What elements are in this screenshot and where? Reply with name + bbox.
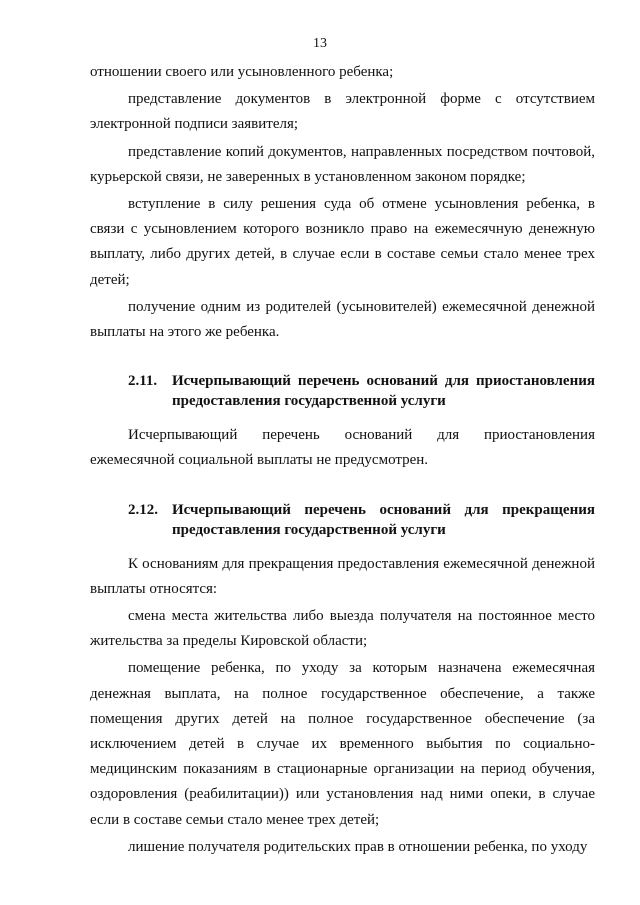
section-heading-2-11	[90, 371, 595, 411]
page-number: 13	[313, 36, 327, 51]
document-body	[90, 60, 595, 862]
section-number: 2.11.	[128, 373, 158, 390]
section-title-line: предоставления государственной услуги	[172, 393, 446, 410]
paragraph: представление документов в электронной форме с отсутствием электронной подписи заявителя;	[90, 91, 595, 133]
paragraph: отношении своего или усыновленного ребенка;	[90, 64, 394, 80]
paragraph: получение одним из родителей (усыновителей) ежемесячной денежной выплаты на этого же ребенка.	[90, 298, 595, 341]
section-title-line: Исчерпывающий перечень оснований для приостановления	[172, 373, 595, 390]
paragraph: смена места жительства либо выезда получателя на постоянное место жительства за пределы Кировской области;	[90, 608, 595, 650]
section-title-line: Исчерпывающий перечень оснований для прекращения	[172, 501, 595, 518]
paragraph: вступление в силу решения суда об отмене усыновления ребенка, в связи с усыновлением которого возникло право на ежемесячную денежную выплату, либо других детей, в случае если в составе семьи стало менее трех детей;	[90, 196, 595, 288]
section-heading-2-12	[90, 500, 595, 540]
section-title-line: предоставления государственной услуги	[172, 521, 446, 538]
paragraph: Исчерпывающий перечень оснований для приостановления ежемесячной социальной выплаты не предусмотрен.	[90, 427, 595, 469]
paragraph: лишение получателя родительских прав в отношении ребенка, по уходу	[128, 838, 588, 855]
paragraph: помещение ребенка, по уходу за которым назначена ежемесячная денежная выплата, на полное государственное обеспечение, а также помещения других детей на полное государственное обеспечение (за исключением детей в случае их временного выбытия по социально-медицинским показаниям в стационарные организации на период обучения, оздоровления (реабилитации)) или установления над ними опеки, в случае если в составе семьи стало менее трех детей;	[90, 660, 595, 828]
paragraph: К основаниям для прекращения предоставления ежемесячной денежной выплаты относятся:	[90, 555, 595, 597]
paragraph: представление копий документов, направленных посредством почтовой, курьерской связи, не заверенных в установленном законом порядке;	[90, 143, 595, 185]
section-number: 2.12.	[128, 501, 158, 518]
